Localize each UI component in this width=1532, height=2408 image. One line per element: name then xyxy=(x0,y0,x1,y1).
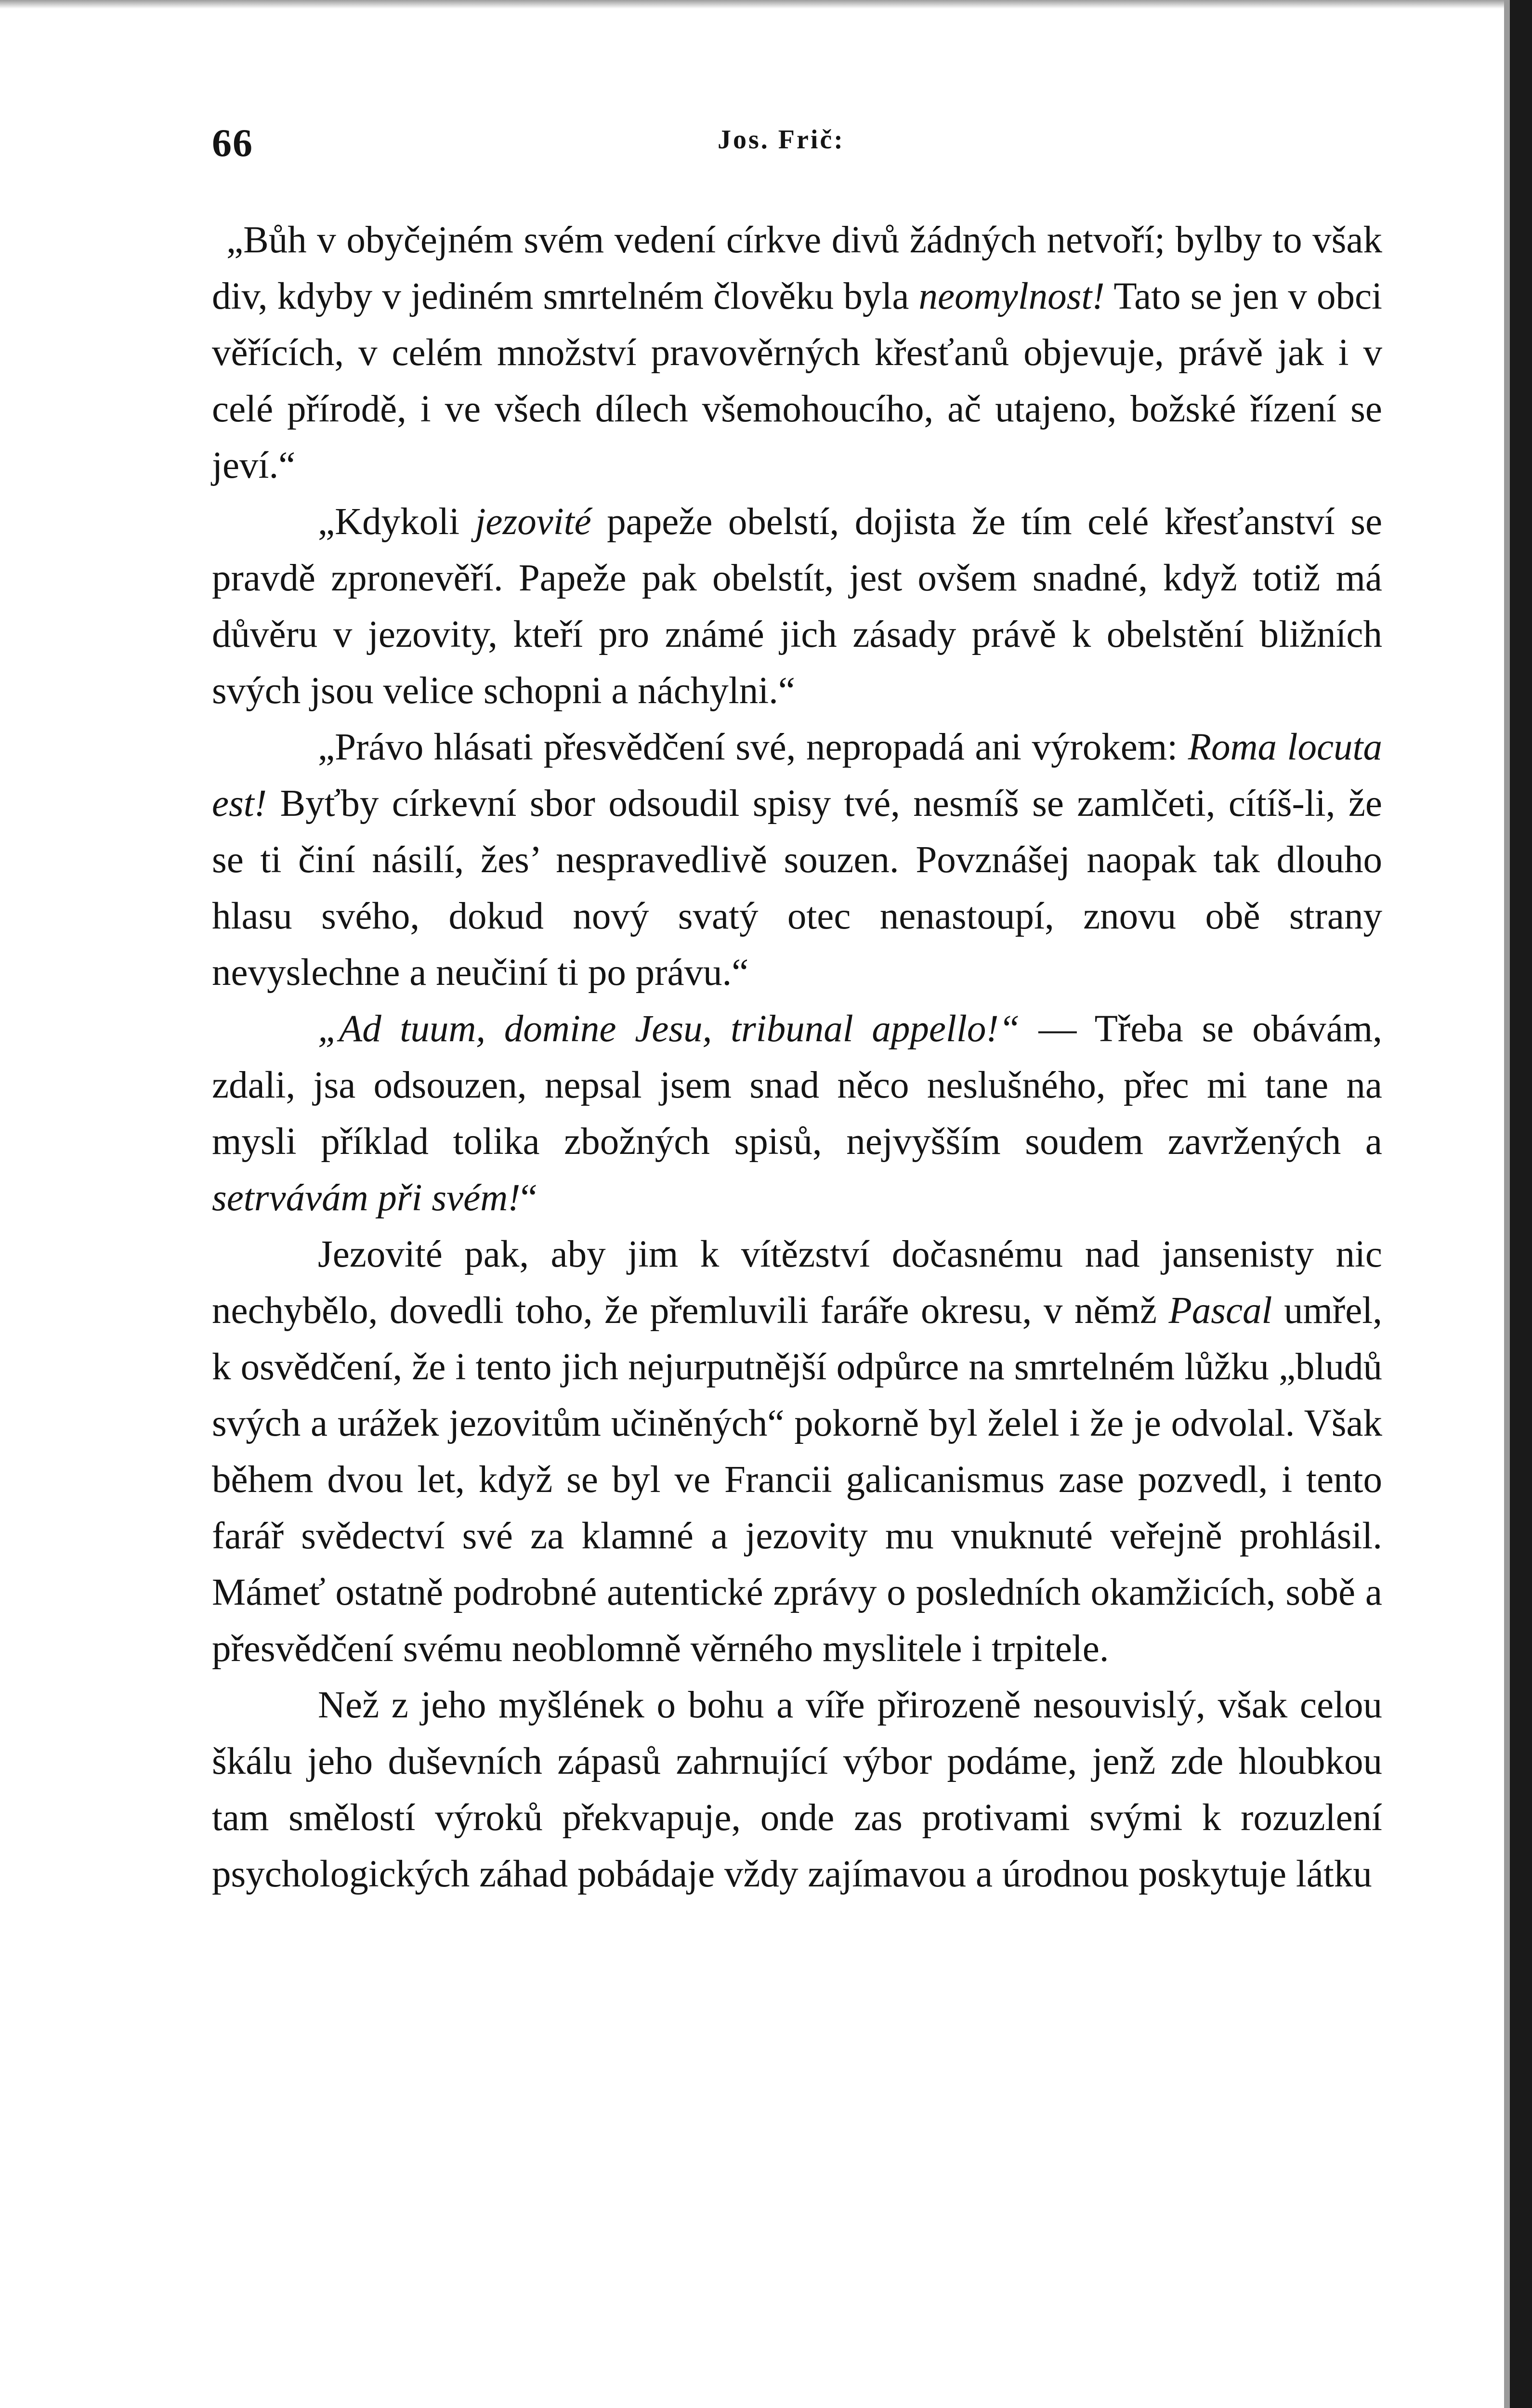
text-segment: papeže obelstí, dojista že tím celé křesťanství se pravdě zpronevěří. Papeže pak obelstít, jest ovšem snadné, když totiž má důvěru v jezovity, kteří pro známé jich zásady právě k obelstění bližních svých jsou velice schopni a náchylni.“ xyxy=(212,501,1383,712)
paragraph xyxy=(212,1226,1382,1677)
text-segment: — Třeba se obávám, zdali, jsa odsouzen, nepsal jsem snad něco neslušného, přec mi tane na mysli příklad tolika zbožných spisů, nejvyšším soudem zavržených a xyxy=(212,1008,1382,1163)
text-segment: „Kdykoli xyxy=(318,501,475,543)
italic-text-segment: Pascal xyxy=(1168,1290,1272,1332)
text-segment: Tato se jen v obci věřících, v celém množství pravověrných křesťanů objevuje, právě jak i v celé přírodě, i ve všech dílech všemohoucího, ač utajeno, božské řízení se jeví.“ xyxy=(212,275,1382,486)
page-number: 66 xyxy=(212,121,253,165)
italic-text-segment: jezovité xyxy=(475,501,591,543)
paragraph xyxy=(212,1001,1382,1226)
text-segment: Než z jeho myšlének o bohu a víře přirozeně nesouvislý, však celou škálu jeho duševních zápasů zahrnující výbor podáme, jenž zde hloubkou tam smělostí výroků překvapuje, onde zas protivami svými k rozuzlení psychologických záhad pobádaje vždy zajímavou a úrodnou poskytuje látku xyxy=(212,1684,1382,1895)
text-segment: Byťby církevní sbor odsoudil spisy tvé, nesmíš se zamlčeti, cítíš-li, že se ti činí násilí, žes’ nespravedlivě souzen. Povznášej naopak tak dlouho hlasu svého, dokud nový svatý otec nenastoupí, znovu obě strany nevyslechne a neučiní ti po právu.“ xyxy=(212,783,1382,994)
running-title: Jos. Frič: xyxy=(718,125,845,155)
text-segment: “ xyxy=(520,1177,537,1219)
paragraph xyxy=(212,719,1382,1001)
paragraph xyxy=(212,212,1382,494)
scan-top-edge xyxy=(0,0,1532,9)
italic-text-segment: neomylnost! xyxy=(918,275,1105,317)
scan-right-edge xyxy=(1510,0,1532,2408)
running-head xyxy=(212,120,1382,173)
italic-text-segment: Roma locuta est! xyxy=(212,726,1382,824)
paragraph xyxy=(212,1677,1382,1902)
text-segment: „Právo hlásati přesvědčení své, nepropadá ani výrokem: xyxy=(318,726,1188,768)
body-text xyxy=(212,212,1382,1902)
italic-text-segment: setrvávám při svém! xyxy=(212,1177,521,1219)
scan-right-shadow xyxy=(1504,0,1510,2408)
text-segment: umřel, k osvědčení, že i tento jich nejurputnější odpůrce na smrtelném lůžku „bludů svých a urážek jezovitům učiněných“ pokorně byl želel i že je odvolal. Však během dvou let, když se byl ve Francii galicanismus zase pozvedl, i tento farář svědectví své za klamné a jezovity mu vnuknuté veřejně prohlásil. Mámeť ostatně podrobné autentické zprávy o posledních okamžicích, sobě a přesvědčení svému neoblomně věrného myslitele i trpitele. xyxy=(212,1290,1382,1670)
text-segment: Jezovité pak, aby jim k vítězství dočasnému nad jansenisty nic nechybělo, dovedli toho, že přemluvili faráře okresu, v němž xyxy=(212,1233,1382,1332)
italic-text-segment: „Ad tuum, domine Jesu, tribunal appello!“ xyxy=(318,1008,1020,1050)
paragraph xyxy=(212,494,1382,719)
text-segment: „Bůh v obyčejném svém vedení církve divů žádných netvoří; bylby to však div, kdyby v jediném smrtelném člověku byla xyxy=(212,219,1382,317)
